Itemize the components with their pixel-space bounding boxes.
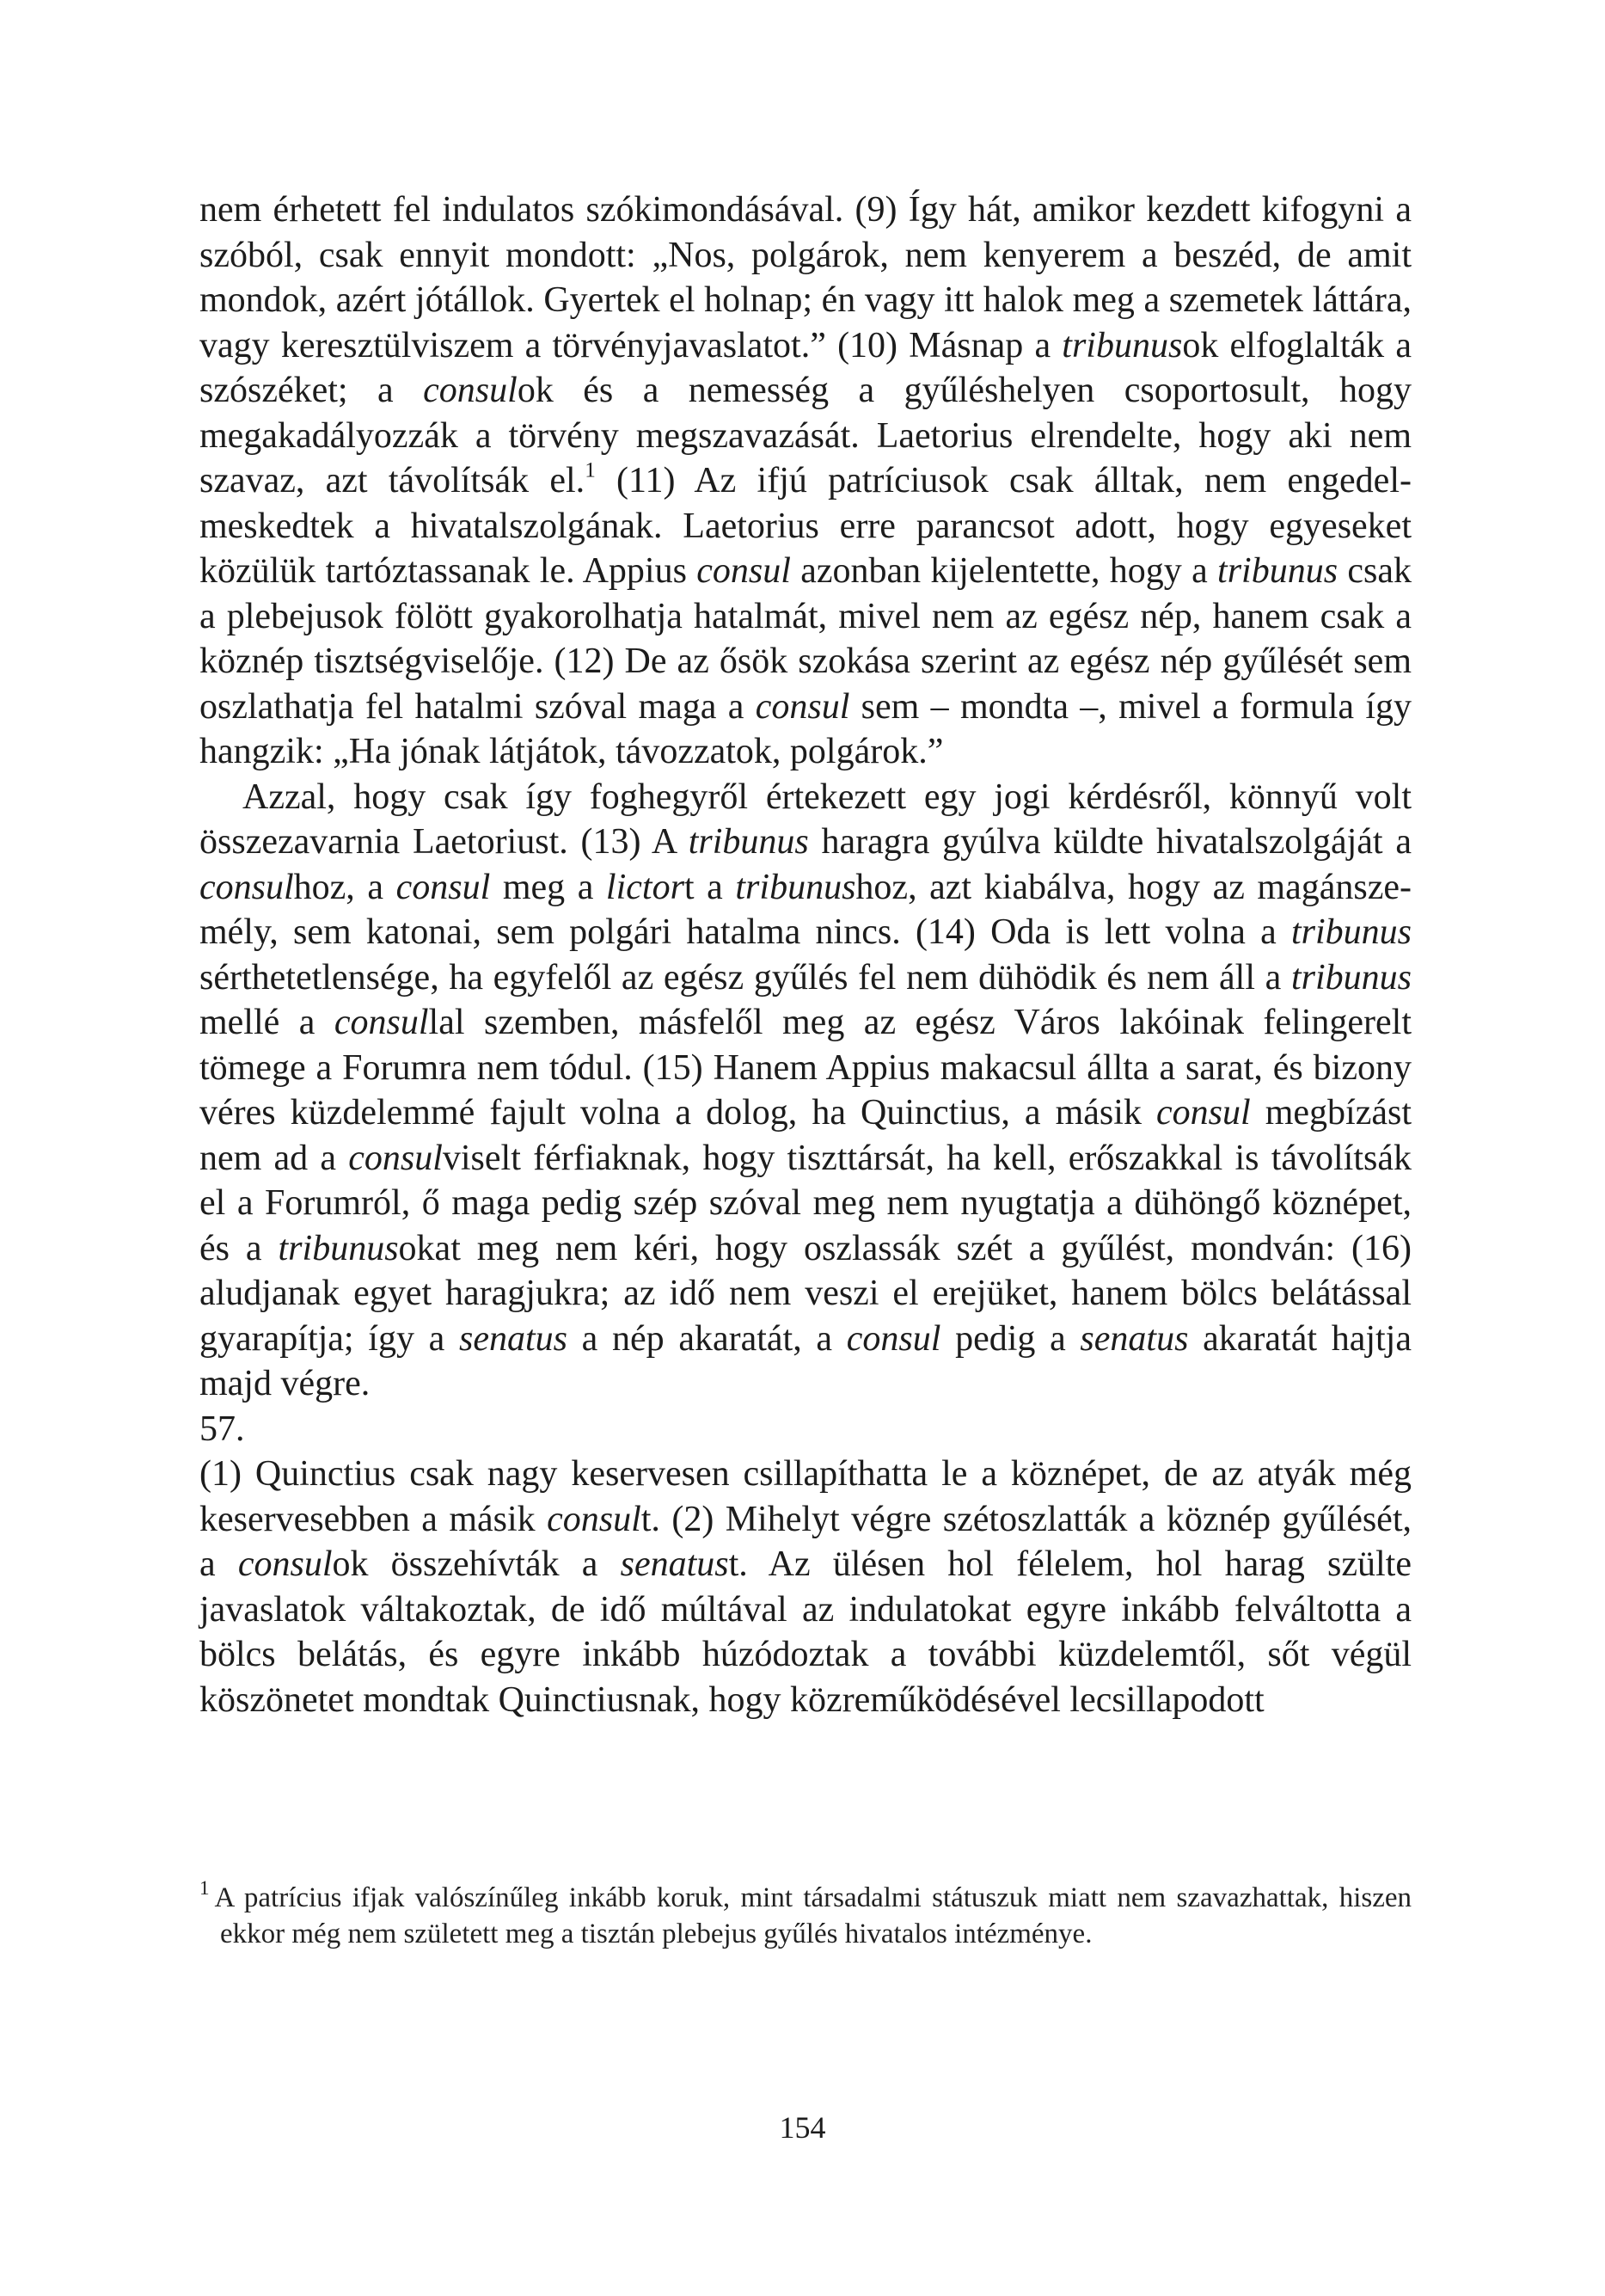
- paragraph-2: Azzal, hogy csak így foghegyről értekezett egy jogi kérdésről, könnyű volt összezavarnia Laetoriust. (13) A tribunus haragra gyúlva küldte hivatalszolgáját a consulhoz, a consul meg a lictort a tribunushoz, azt kiabálva, hogy az magánszemély, sem katonai, sem polgári hatalma nincs. (14) Oda is lett volna a tribunus sérthetetlensége, ha egyfelől az egész gyűlés fel nem dühödik és nem áll a tribunus mellé a consullal szemben, másfelől meg az egész Város lakóinak felingerelt tömege a Forumra nem tódul. (15) Hanem Appius makacsul állta a sarat, és bizony véres küzdelemmé fajult volna a dolog, ha Quinctius, a másik consul megbízást nem ad a consulviselt férfiaknak, hogy tiszttársát, ha kell, erőszakkal is távolítsák el a Forumról, ő maga pedig szép szóval meg nem nyugtatja a dühöngő köznépet, és a tribunusokat meg nem kéri, hogy oszlassák szét a gyűlést, mondván: (16) aludjanak egyet haragjukra; az idő nem veszi el erejüket, hanem bölcs belátással gyarapítja; így a senatus a nép akaratát, a consul pedig a senatus akaratát hajtja majd végre.: [199, 777, 1412, 1403]
- footnote-marker: 1: [199, 1876, 210, 1900]
- footnote-1: [199, 1876, 1412, 1952]
- paragraph-3: (1) Quinctius csak nagy keservesen csillapíthatta le a köznépet, de az atyák még keservesebben a másik consult. (2) Mihelyt végre szétoszlatták a köznép gyűlését, a consulok összehívták a senatust. Az ülésen hol félelem, hol harag szülte javaslatok váltakoztak, de idő múltával az indulatokat egyre inkább felváltotta a bölcs belátás, és egyre inkább húzódoztak a további küzdelemtől, sőt végül köszönetet mondtak Quinctiusnak, hogy közreműködésével lecsillapodott: [199, 1454, 1412, 1720]
- paragraph-1: nem érhetett fel indulatos szókimondásával. (9) Így hát, amikor kezdett kifogyni a szóból, csak ennyit mondott: „Nos, polgárok, nem kenyerem a beszéd, de amit mondok, azért jótállok. Gyertek el holnap; én vagy itt halok meg a szemetek láttára, vagy keresztülviszem a törvényjavaslatot.” (10) Másnap a tribunusok elfoglalták a szószéket; a consulok és a nemesség a gyűléshelyen csoportosult, hogy megakadályozzák a törvény megszavazását. Laetorius elrendelte, hogy aki nem szavaz, azt távolítsák el.$^1$ (11) Az ifjú patríciusok csak álltak, nem engedelmeskedtek a hivatalszolgának. Laetorius erre parancsot adott, hogy egyeseket közülük tartóztassanak le. Appius consul azonban kijelentette, hogy a tribunus csak a plebejusok fölött gyakorolhatja hatalmát, mivel nem az egész nép, hanem csak a köznép tisztségviselője. (12) De az ősök szokása szerint az egész nép gyűlését sem oszlathatja fel hatalmi szóval maga a consul sem – mondta –, mivel a formula így hangzik: „Ha jónak látjátok, távozzatok, polgárok.”: [199, 190, 1412, 771]
- section-heading-57: 57.: [199, 1409, 245, 1449]
- footnote-text: A patrícius ifjak valószínűleg inkább koruk, mint társadalmi státuszuk miatt nem szavazhattak, hiszen ekkor még nem született meg a tisztán plebejus gyűlés hivatalos intézménye.: [214, 1882, 1412, 1949]
- footnote-area: [199, 1876, 1412, 1952]
- main-text-block: [199, 187, 1412, 1722]
- page-number: 154: [779, 2110, 826, 2145]
